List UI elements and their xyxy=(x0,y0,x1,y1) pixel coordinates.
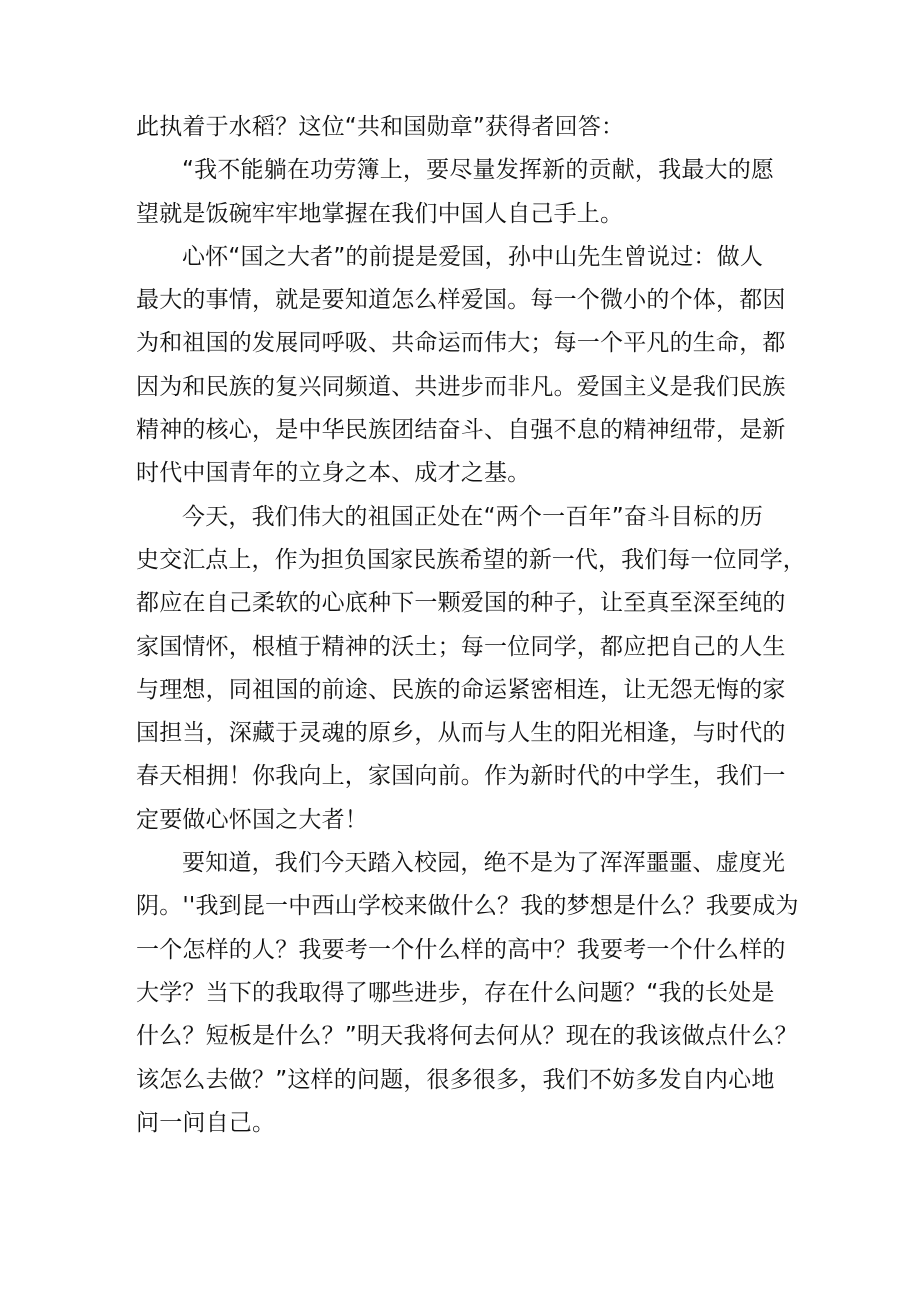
text-line: 都应在自己柔软的心底种下一颗爱国的种子，让至真至深至纯的 xyxy=(136,590,786,617)
text-line: 大学？当下的我取得了哪些进步，存在什么问题？“我的长处是 xyxy=(136,979,775,1006)
text-line: 时代中国青年的立身之本、成才之基。 xyxy=(136,460,531,487)
text-line: 最大的事情，就是要知道怎么样爱国。每一个微小的个体，都因 xyxy=(136,287,786,314)
text-line: 精神的核心，是中华民族团结奋斗、自强不息的精神纽带，是新 xyxy=(136,417,786,444)
text-line: 定要做心怀国之大者！ xyxy=(136,806,368,833)
text-line: 望就是饭碗牢牢地掌握在我们中国人自己手上。 xyxy=(136,200,624,227)
text-line: 心怀“国之大者”的前提是爱国，孙中山先生曾说过：做人 xyxy=(182,243,764,270)
text-line: “我不能躺在功劳簿上，要尽量发挥新的贡献，我最大的愿 xyxy=(182,157,775,184)
text-line: 要知道，我们今天踏入校园，绝不是为了浑浑噩噩、虚度光 xyxy=(182,850,786,877)
text-line: 春天相拥！你我向上，家国向前。作为新时代的中学生，我们一 xyxy=(136,763,786,790)
text-line: 该怎么去做？”这样的问题，很多很多，我们不妨多发自内心地 xyxy=(136,1066,775,1093)
text-line: 今天，我们伟大的祖国正处在“两个一百年”奋斗目标的历 xyxy=(182,503,764,530)
text-line: 一个怎样的人？我要考一个什么样的高中？我要考一个什么样的 xyxy=(136,936,786,963)
text-line: 问一问自己。 xyxy=(136,1109,276,1136)
text-line: 什么？短板是什么？”明天我将何去何从？现在的我该做点什么？ xyxy=(136,1023,798,1050)
text-line: 国担当，深藏于灵魂的原乡，从而与人生的阳光相逢，与时代的 xyxy=(136,720,786,747)
text-line: 此执着于水稻？这位“共和国勋章”获得者回答： xyxy=(136,114,625,140)
text-line: 与理想，同祖国的前途、民族的命运紧密相连，让无怨无悔的家 xyxy=(136,676,786,703)
text-line: 因为和民族的复兴同频道、共进步而非凡。爱国主义是我们民族 xyxy=(136,373,786,400)
text-line: 史交汇点上，作为担负国家民族希望的新一代，我们每一位同学， xyxy=(136,546,806,573)
text-line: 家国情怀，根植于精神的沃土；每一位同学，都应把自己的人生 xyxy=(136,633,786,660)
text-line: 为和祖国的发展同呼吸、共命运而伟大；每一个平凡的生命，都 xyxy=(136,330,786,357)
document-body xyxy=(136,106,806,1145)
text-line: 阴。''我到昆一中西山学校来做什么？我的梦想是什么？我要成为 xyxy=(136,893,799,920)
